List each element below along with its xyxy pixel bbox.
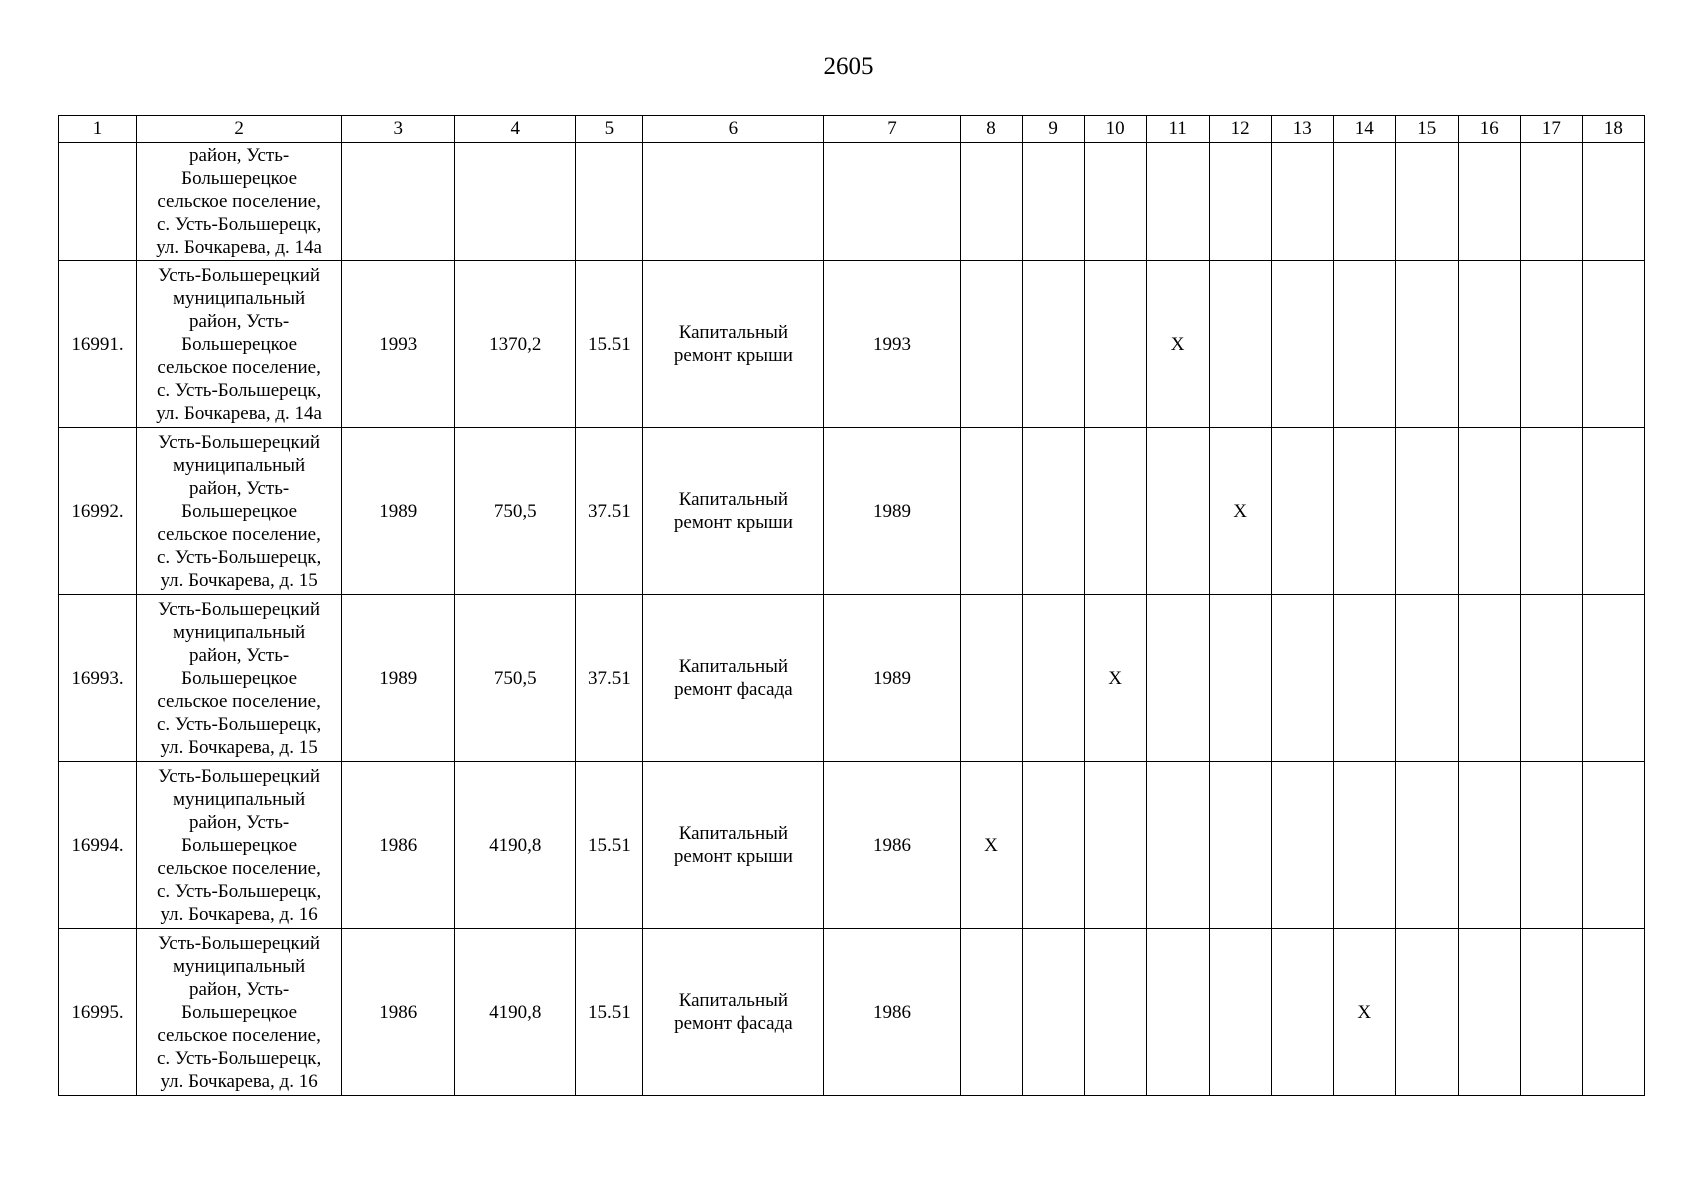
empty-cell (1458, 261, 1520, 428)
empty-cell (960, 143, 1022, 261)
empty-cell (1209, 762, 1271, 929)
table-row (59, 261, 1645, 428)
work-type-cell: Капитальный ремонт крыши (643, 261, 824, 428)
work-type-cell: Капитальный ремонт фасада (643, 929, 824, 1096)
code-cell: 15.51 (576, 261, 643, 428)
column-header: 7 (824, 116, 960, 143)
empty-cell (1022, 762, 1084, 929)
code-cell: 37.51 (576, 595, 643, 762)
empty-cell (1458, 762, 1520, 929)
code-cell: 15.51 (576, 762, 643, 929)
column-header: 10 (1084, 116, 1146, 143)
page-number: 2605 (823, 53, 874, 80)
code-cell: 15.51 (576, 929, 643, 1096)
empty-cell (1520, 143, 1582, 261)
empty-cell (1395, 595, 1458, 762)
column-header: 5 (576, 116, 643, 143)
table-row (59, 929, 1645, 1096)
empty-cell (1395, 428, 1458, 595)
empty-cell (1333, 762, 1395, 929)
empty-cell (1022, 143, 1084, 261)
address-cell: Усть-Большерецкий муниципальный район, Усть- Большерецкое сельское поселение, с. Усть-Большерецк, ул. Бочкарева, д. 14а (137, 261, 342, 428)
row-number-cell: 16991. (59, 261, 137, 428)
empty-cell (1520, 428, 1582, 595)
address-cell: Усть-Большерецкий муниципальный район, Усть- Большерецкое сельское поселение, с. Усть-Большерецк, ул. Бочкарева, д. 15 (137, 428, 342, 595)
empty-cell (1520, 595, 1582, 762)
empty-cell (1333, 261, 1395, 428)
empty-cell (576, 143, 643, 261)
empty-cell (1333, 428, 1395, 595)
empty-cell (643, 143, 824, 261)
empty-cell (1271, 143, 1333, 261)
empty-cell (1458, 929, 1520, 1096)
build-year-cell: 1989 (342, 428, 455, 595)
empty-cell (1271, 762, 1333, 929)
mark-cell: X (1209, 428, 1271, 595)
column-header: 12 (1209, 116, 1271, 143)
work-year-cell: 1989 (824, 428, 960, 595)
empty-cell (1209, 261, 1271, 428)
empty-cell (1395, 261, 1458, 428)
column-header: 6 (643, 116, 824, 143)
empty-cell (1395, 929, 1458, 1096)
empty-cell (1458, 428, 1520, 595)
empty-cell (1271, 929, 1333, 1096)
column-header: 4 (455, 116, 576, 143)
build-year-cell: 1986 (342, 929, 455, 1096)
empty-cell (960, 261, 1022, 428)
address-cell: Усть-Большерецкий муниципальный район, Усть- Большерецкое сельское поселение, с. Усть-Большерецк, ул. Бочкарева, д. 15 (137, 595, 342, 762)
code-cell: 37.51 (576, 428, 643, 595)
empty-cell (1146, 428, 1209, 595)
empty-cell (1582, 595, 1644, 762)
empty-cell (1333, 143, 1395, 261)
empty-cell (1022, 929, 1084, 1096)
empty-cell (1520, 762, 1582, 929)
column-header: 9 (1022, 116, 1084, 143)
work-year-cell: 1986 (824, 929, 960, 1096)
empty-cell (1146, 143, 1209, 261)
empty-cell (1146, 762, 1209, 929)
column-number-header-row (59, 116, 1645, 143)
table-row (59, 595, 1645, 762)
work-year-cell: 1986 (824, 762, 960, 929)
continuation-row (59, 143, 1645, 261)
empty-cell (1333, 595, 1395, 762)
area-cell: 4190,8 (455, 929, 576, 1096)
column-header: 13 (1271, 116, 1333, 143)
empty-cell (1520, 261, 1582, 428)
empty-cell (1582, 428, 1644, 595)
empty-cell (1084, 261, 1146, 428)
work-type-cell: Капитальный ремонт крыши (643, 428, 824, 595)
column-header: 11 (1146, 116, 1209, 143)
row-number-cell: 16995. (59, 929, 137, 1096)
table-row (59, 762, 1645, 929)
empty-cell (1209, 595, 1271, 762)
column-header: 8 (960, 116, 1022, 143)
empty-cell (1458, 595, 1520, 762)
empty-cell (960, 428, 1022, 595)
build-year-cell: 1989 (342, 595, 455, 762)
empty-cell (1084, 929, 1146, 1096)
empty-cell (1271, 261, 1333, 428)
row-number-cell: 16994. (59, 762, 137, 929)
area-cell: 4190,8 (455, 762, 576, 929)
empty-cell (1022, 428, 1084, 595)
empty-cell (342, 143, 455, 261)
mark-cell: X (1146, 261, 1209, 428)
address-cell: Усть-Большерецкий муниципальный район, Усть- Большерецкое сельское поселение, с. Усть-Большерецк, ул. Бочкарева, д. 16 (137, 929, 342, 1096)
work-year-cell: 1993 (824, 261, 960, 428)
empty-cell (1146, 929, 1209, 1096)
empty-cell (960, 929, 1022, 1096)
empty-cell (1022, 261, 1084, 428)
build-year-cell: 1986 (342, 762, 455, 929)
row-number-cell (59, 143, 137, 261)
empty-cell (1582, 261, 1644, 428)
empty-cell (1146, 595, 1209, 762)
work-type-cell: Капитальный ремонт фасада (643, 595, 824, 762)
empty-cell (1582, 762, 1644, 929)
register-table (58, 115, 1645, 1096)
empty-cell (1209, 143, 1271, 261)
address-cell: Усть-Большерецкий муниципальный район, Усть- Большерецкое сельское поселение, с. Усть-Большерецк, ул. Бочкарева, д. 16 (137, 762, 342, 929)
empty-cell (1395, 762, 1458, 929)
column-header: 14 (1333, 116, 1395, 143)
mark-cell: X (1333, 929, 1395, 1096)
column-header: 3 (342, 116, 455, 143)
address-cell: район, Усть- Большерецкое сельское поселение, с. Усть-Большерецк, ул. Бочкарева, д. 14а (137, 143, 342, 261)
work-type-cell: Капитальный ремонт крыши (643, 762, 824, 929)
empty-cell (1582, 143, 1644, 261)
table-row (59, 428, 1645, 595)
column-header: 18 (1582, 116, 1644, 143)
empty-cell (1271, 428, 1333, 595)
column-header: 15 (1395, 116, 1458, 143)
empty-cell (824, 143, 960, 261)
work-year-cell: 1989 (824, 595, 960, 762)
empty-cell (1022, 595, 1084, 762)
empty-cell (1582, 929, 1644, 1096)
empty-cell (960, 595, 1022, 762)
column-header: 17 (1520, 116, 1582, 143)
empty-cell (1084, 143, 1146, 261)
build-year-cell: 1993 (342, 261, 455, 428)
empty-cell (1520, 929, 1582, 1096)
empty-cell (1458, 143, 1520, 261)
row-number-cell: 16992. (59, 428, 137, 595)
mark-cell: X (960, 762, 1022, 929)
area-cell: 750,5 (455, 595, 576, 762)
mark-cell: X (1084, 595, 1146, 762)
empty-cell (1395, 143, 1458, 261)
empty-cell (455, 143, 576, 261)
area-cell: 1370,2 (455, 261, 576, 428)
column-header: 16 (1458, 116, 1520, 143)
column-header: 2 (137, 116, 342, 143)
empty-cell (1084, 762, 1146, 929)
area-cell: 750,5 (455, 428, 576, 595)
row-number-cell: 16993. (59, 595, 137, 762)
empty-cell (1209, 929, 1271, 1096)
column-header: 1 (59, 116, 137, 143)
empty-cell (1271, 595, 1333, 762)
empty-cell (1084, 428, 1146, 595)
